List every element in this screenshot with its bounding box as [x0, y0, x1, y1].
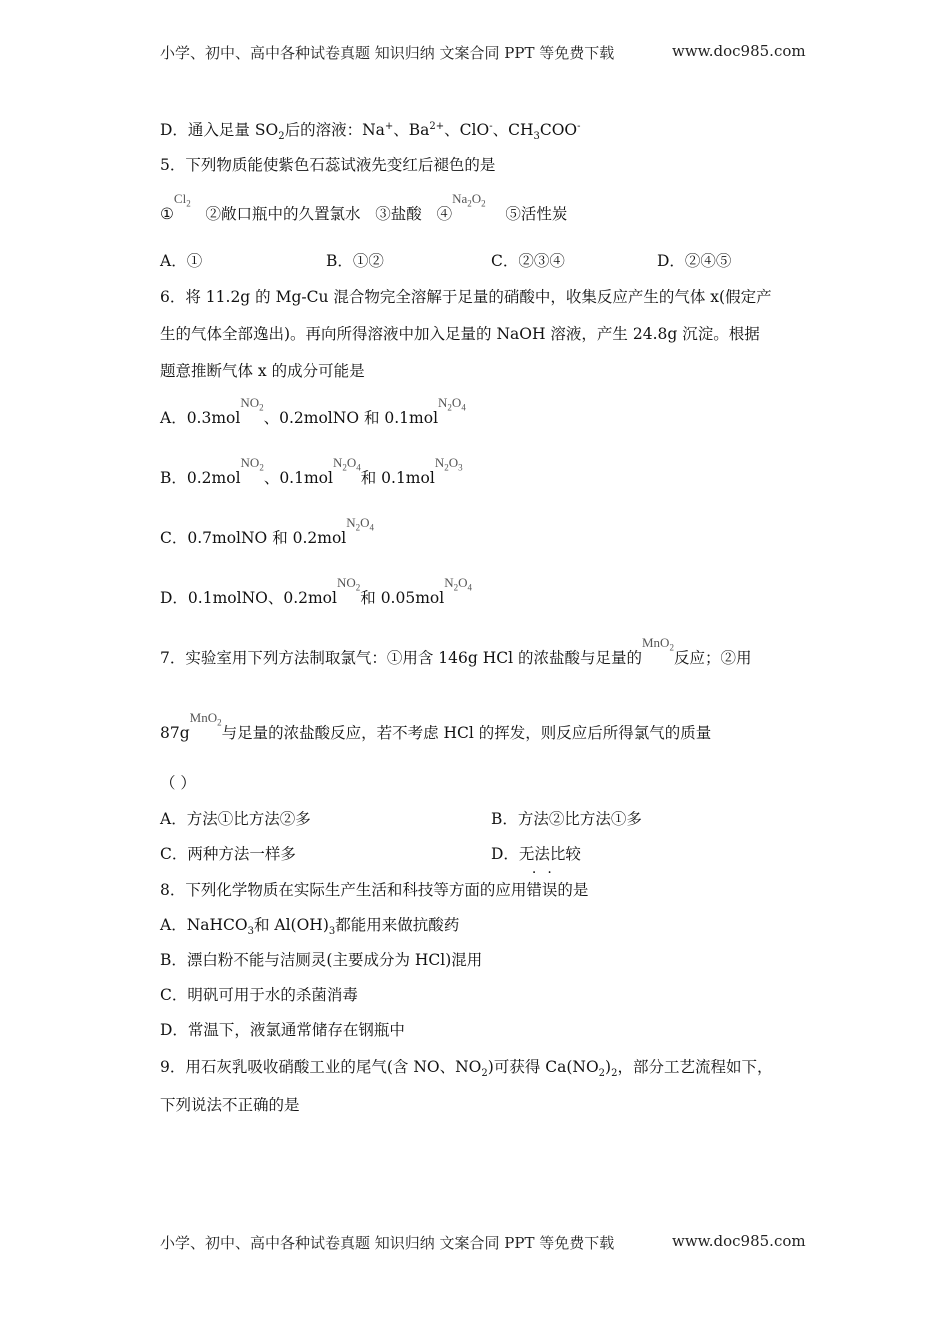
q8-stem: 8．下列化学物质在实际生产生活和科技等方面的应用错误的是: [160, 878, 588, 900]
chem-formula-no2: $NO_2$: [240, 395, 264, 413]
page-header-url[interactable]: www.doc985.com: [672, 42, 806, 60]
q6-option-a[interactable]: A．0.3molNO$_2$、0.2molNO 和 $0.1molN_2O_4$: [160, 395, 466, 427]
page-footer-text: 小学、初中、高中各种试卷真题 知识归纳 文案合同 PPT 等免费下载: [160, 1234, 615, 1252]
chem-formula-n2o4: $N_2O_4$: [332, 455, 361, 473]
q5-option-a[interactable]: A．①: [160, 252, 203, 270]
q6-stem-line1: 6．将 11.2g 的 Mg-Cu 混合物完全溶解于足量的硝酸中，收集反应产生的气体 x(假定产: [160, 288, 772, 306]
chem-formula-mno2: MnO$_2$: [642, 635, 674, 653]
q6-option-c[interactable]: C．0.7molNO 和 $0.2molN_2O_4$: [160, 515, 375, 547]
q7-option-c[interactable]: C．两种方法一样多: [160, 845, 296, 863]
q5-stem: 5．下列物质能使紫色石蕊试液先变红后褪色的是: [160, 156, 496, 174]
chem-formula-no2: $NO_2$: [336, 575, 361, 593]
page-header-text: 小学、初中、高中各种试卷真题 知识归纳 文案合同 PPT 等免费下载: [160, 44, 615, 62]
q7-answer-paren: （ ）: [160, 774, 196, 792]
q9-stem-line2: 下列说法不正确的是: [160, 1096, 300, 1114]
q8-option-c[interactable]: C．明矾可用于水的杀菌消毒: [160, 986, 358, 1004]
q5-option-c[interactable]: C．②③④: [491, 252, 565, 270]
chem-formula-cl2: $Cl_2$: [173, 191, 191, 209]
q6-option-d[interactable]: D．0.1molNO、0.2molNO$_2$和 $0.05molN_2O_4$: [160, 575, 472, 607]
q6-stem-line3: 题意推断气体 x 的成分可能是: [160, 362, 365, 380]
emphasis-char: 误: [541, 881, 558, 899]
q7-option-d[interactable]: D．无法比较: [491, 845, 581, 863]
chem-formula-n2o4: $N_2O_4$: [438, 395, 466, 413]
q7-option-a[interactable]: A．方法①比方法②多: [160, 810, 311, 828]
q7-stem-line1: 7．实验室用下列方法制取氯气：①用含 146g HCl 的浓盐酸与足量的MnO$_2$反应；②用: [160, 635, 752, 667]
emphasis-char: 错: [526, 881, 542, 899]
q4-option-d: D．通入足量 $SO_2$后的溶液：Na+、$Ba^{2+}$、ClO-、$CH_3COO^-$: [160, 120, 581, 143]
q5-option-d[interactable]: D．②④⑤: [657, 252, 732, 270]
q8-option-d[interactable]: D．常温下，液氯通常储存在钢瓶中: [160, 1021, 405, 1039]
page-footer-url[interactable]: www.doc985.com: [672, 1232, 806, 1250]
q7-stem-line2: 87gMnO$_2$与足量的浓盐酸反应，若不考虑 HCl 的挥发，则反应后所得氯气的质量: [160, 710, 712, 742]
chem-formula-no2: $NO_2$: [240, 455, 264, 473]
chem-formula-mno2: MnO$_2$: [189, 710, 222, 728]
chem-formula-n2o3: $N_2O_3$: [434, 455, 463, 473]
chem-formula-na2o2: $Na_2O_2$: [452, 191, 486, 209]
q6-option-b[interactable]: B．0.2molNO$_2$、$0.1molN_2O_4$和 $0.1molN_2O_3$: [160, 455, 463, 487]
q7-option-b[interactable]: B．方法②比方法①多: [491, 810, 642, 828]
q9-stem-line1: 9．用石灰乳吸收硝酸工业的尾气(含 NO、$NO_2$)可获得 $Ca(NO_2)_2$，部分工艺流程如下，: [160, 1058, 773, 1080]
q5-option-b[interactable]: B．①②: [326, 252, 384, 270]
q8-option-b[interactable]: B．漂白粉不能与洁厕灵(主要成分为 HCl)混用: [160, 951, 483, 969]
q8-option-a[interactable]: A．NaHCO$_3$和 $Al(OH)_3$都能用来做抗酸药: [160, 916, 460, 938]
q6-stem-line2: 生的气体全部逸出)。再向所得溶液中加入足量的 NaOH 溶液，产生 24.8g 沉淀。根据: [160, 325, 760, 343]
chem-formula-n2o4: $N_2O_4$: [444, 575, 472, 593]
chem-formula-n2o4: $N_2O_4$: [346, 515, 375, 533]
q5-items: $①Cl_2$ ②敞口瓶中的久置氯水 ③盐酸 $④Na_2O_2$ ⑤活性炭: [160, 191, 568, 223]
